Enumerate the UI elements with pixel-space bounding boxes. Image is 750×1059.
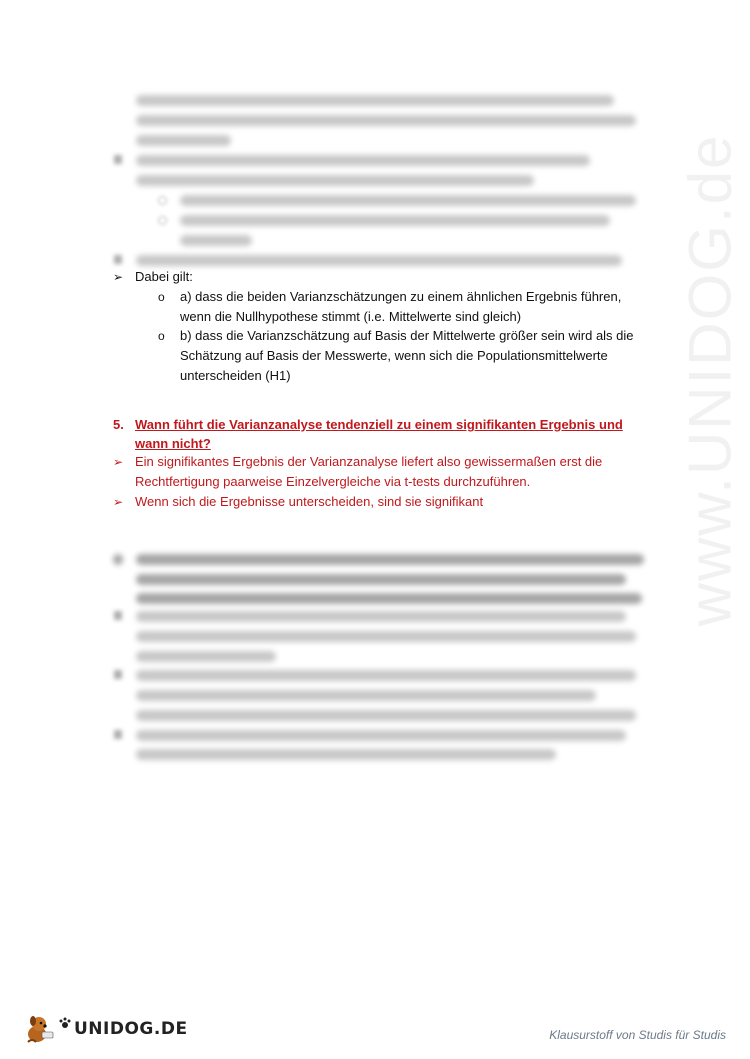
paw-icon (58, 1016, 72, 1030)
question-5-number: 5. (113, 417, 124, 432)
question-5-title-line2: wann nicht? (135, 436, 211, 451)
dabei-item-a-line1: a) dass die beiden Varianzschätzungen zu einem ähnlichen Ergebnis führen, (180, 289, 622, 304)
circle-bullet-icon: o (158, 290, 165, 304)
watermark: www.UNIDOG.de (676, 133, 744, 627)
circle-bullet-icon: o (158, 329, 165, 343)
question-5-title-line1: Wann führt die Varianzanalyse tendenziell zu einem signifikanten Ergebnis und (135, 417, 623, 432)
dabei-intro: Dabei gilt: (135, 269, 193, 284)
question-5-bullet2: Wenn sich die Ergebnisse unterscheiden, sind sie signifikant (135, 494, 484, 509)
arrow-bullet-icon: ➢ (113, 270, 124, 284)
dog-mascot-icon (22, 1012, 56, 1046)
question-5-bullet1-line1: Ein signifikantes Ergebnis der Varianzanalyse liefert also gewissermaßen erst die (135, 454, 603, 469)
dabei-item-a-line2: wenn die Nullhypothese stimmt (i.e. Mittelwerte sind gleich) (180, 309, 522, 324)
arrow-bullet-icon: ➢ (113, 455, 124, 469)
question-5-bullet1-line2: Rechtfertigung paarweise Einzelvergleiche via t-tests durchzuführen. (135, 474, 531, 489)
dabei-item-b-line1: b) dass die Varianzschätzung auf Basis der Mittelwerte größer sein wird als die (180, 328, 634, 343)
footer-tagline: Klausurstoff von Studis für Studis (549, 1028, 726, 1042)
unidog-logo (22, 1012, 188, 1046)
arrow-bullet-icon: ➢ (113, 495, 124, 509)
dabei-item-b-line2: Schätzung auf Basis der Messwerte, wenn sich die Populationsmittelwerte (180, 348, 608, 363)
logo-text: UNIDOG.DE (74, 1019, 188, 1039)
dabei-item-b-line3: unterscheiden (H1) (180, 368, 291, 383)
